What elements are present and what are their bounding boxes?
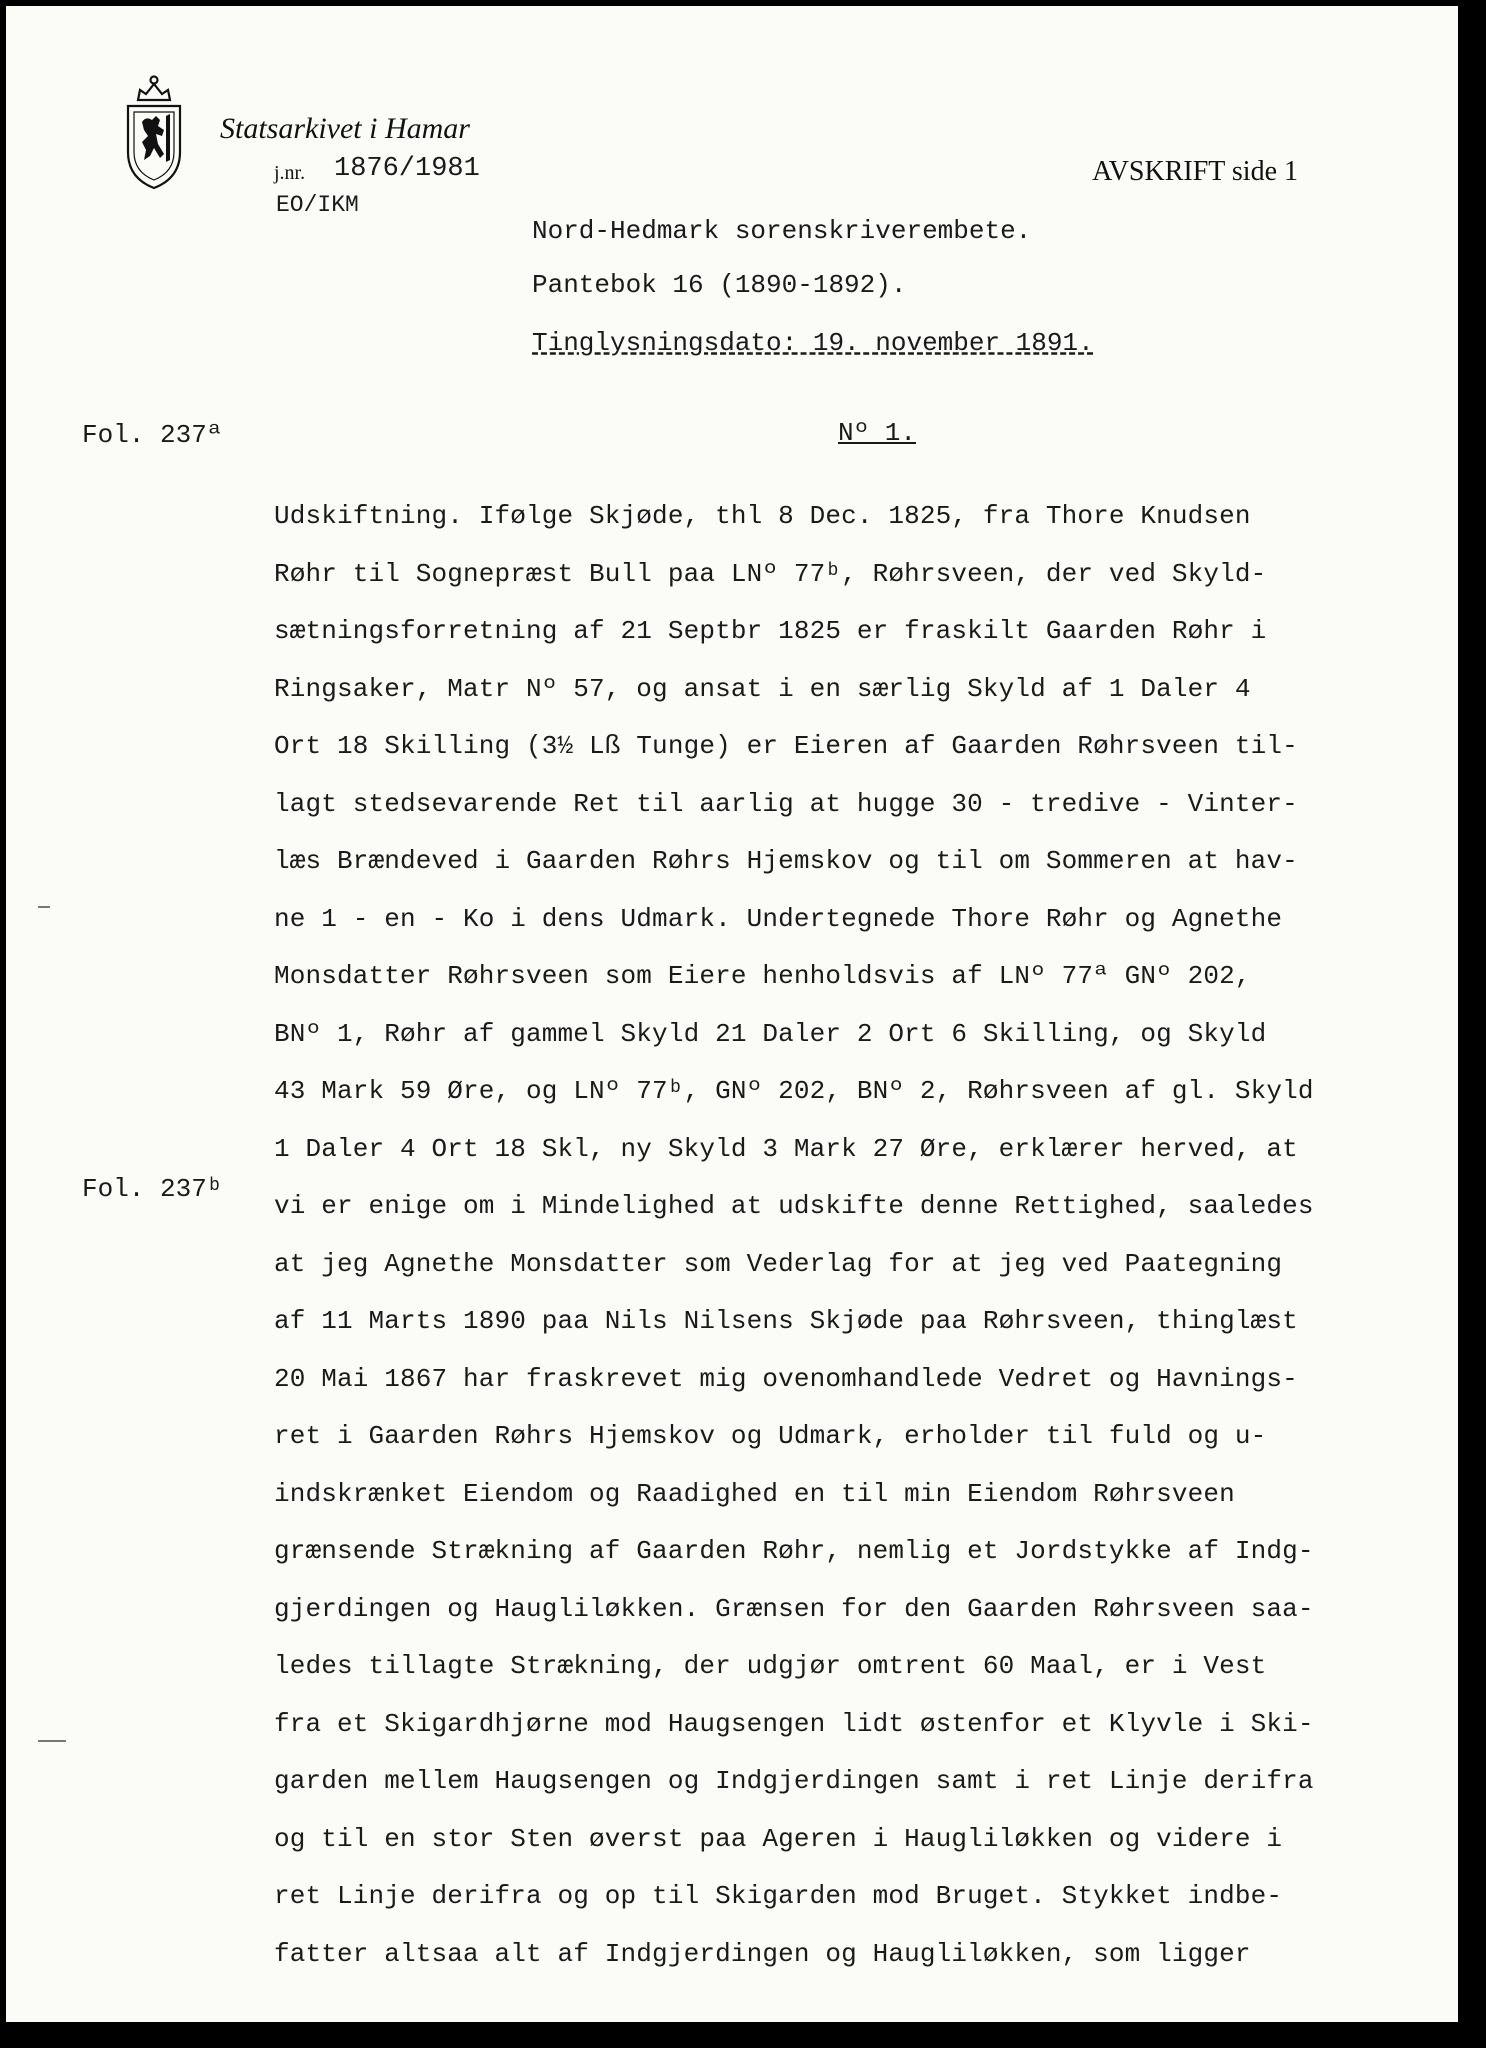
text-line: vi er enige om i Mindelighed at udskifte denne Rettighed, saaledes	[274, 1191, 1314, 1221]
text-line: fatter altsaa alt af Indgjerdingen og Haugliløkken, som ligger	[274, 1938, 1251, 1969]
text-line: 20 Mai 1867 har fraskrevet mig ovenomhandlede Vedret og Havnings-	[274, 1363, 1298, 1394]
text-line: 1 Daler 4 Ort 18 Skl, ny Skyld 3 Mark 27 Øre, erklærer herved, at	[274, 1133, 1298, 1164]
folio-marker: Fol. 237ª	[82, 420, 223, 450]
institution-name: Statsarkivet i Hamar	[220, 112, 470, 145]
text-line: BNº 1, Røhr af gammel Skyld 21 Daler 2 Ort 6 Skilling, og Skyld	[274, 1018, 1267, 1049]
entry-number: Nº 1.	[838, 418, 917, 448]
registration-date: Tinglysningsdato: 19. november 1891.	[532, 328, 1094, 358]
text-line: og til en stor Sten øverst paa Ageren i Haugliløkken og videre i	[274, 1823, 1283, 1854]
margin-mark	[38, 1740, 66, 1742]
text-line: gjerdingen og Haugliløkken. Grænsen for den Gaarden Røhrsveen saa-	[274, 1593, 1314, 1624]
margin-mark	[38, 906, 50, 908]
document-page	[6, 6, 1458, 2022]
text-line: af 11 Marts 1890 paa Nils Nilsens Skjøde paa Røhrsveen, thinglæst	[274, 1306, 1298, 1336]
text-line: Udskiftning. Ifølge Skjøde, thl 8 Dec. 1825, fra Thore Knudsen	[274, 501, 1251, 531]
coat-of-arms-icon	[116, 70, 192, 194]
text-line: sætningsforretning af 21 Septbr 1825 er fraskilt Gaarden Røhr i	[274, 616, 1267, 646]
text-line: 43 Mark 59 Øre, og LNº 77ᵇ, GNº 202, BNº 2, Røhrsveen af gl. Skyld	[274, 1076, 1314, 1106]
clerk-initials: EO/IKM	[276, 192, 359, 218]
journal-number: 1876/1981	[334, 154, 480, 184]
text-line: at jeg Agnethe Monsdatter som Vederlag for at jeg ved Paategning	[274, 1248, 1283, 1279]
folio-marker: Fol. 237ᵇ	[82, 1174, 223, 1204]
text-line: fra et Skigardhjørne mod Haugsengen lidt østenfor et Klyvle i Ski-	[274, 1708, 1314, 1739]
text-line: garden mellem Haugsengen og Indgjerdingen samt i ret Linje derifra	[274, 1766, 1314, 1796]
text-line: Røhr til Sognepræst Bull paa LNº 77ᵇ, Røhrsveen, der ved Skyld-	[274, 558, 1267, 589]
text-line: indskrænket Eiendom og Raadighed en til min Eiendom Røhrsveen	[274, 1478, 1235, 1509]
text-line: ledes tillagte Strækning, der udgjør omtrent 60 Maal, er i Vest	[274, 1651, 1267, 1681]
text-line: Ort 18 Skilling (3½ Lß Tunge) er Eieren af Gaarden Røhrsveen til-	[274, 731, 1298, 761]
office-name: Nord-Hedmark sorenskriverembete.	[532, 216, 1032, 246]
text-line: Monsdatter Røhrsveen som Eiere henholdsvis af LNº 77ª GNº 202,	[274, 961, 1251, 991]
text-line: ne 1 - en - Ko i dens Udmark. Undertegnede Thore Røhr og Agnethe	[274, 903, 1283, 934]
text-line: grænsende Strækning af Gaarden Røhr, nemlig et Jordstykke af Indg-	[274, 1536, 1314, 1566]
journal-number-label: j.nr.	[274, 162, 306, 184]
mortgage-book: Pantebok 16 (1890-1892).	[532, 270, 907, 300]
page-label: AVSKRIFT side 1	[1092, 156, 1298, 187]
text-line: ret i Gaarden Røhrs Hjemskov og Udmark, erholder til fuld og u-	[274, 1421, 1267, 1451]
text-line: ret Linje derifra og op til Skigarden mod Bruget. Stykket indbe-	[274, 1881, 1283, 1911]
transcription-body	[274, 488, 1434, 1983]
text-line: lagt stedsevarende Ret til aarlig at hugge 30 - tredive - Vinter-	[274, 788, 1298, 819]
text-line: Ringsaker, Matr Nº 57, og ansat i en særlig Skyld af 1 Daler 4	[274, 673, 1251, 704]
text-line: læs Brændeved i Gaarden Røhrs Hjemskov og til om Sommeren at hav-	[274, 846, 1298, 876]
